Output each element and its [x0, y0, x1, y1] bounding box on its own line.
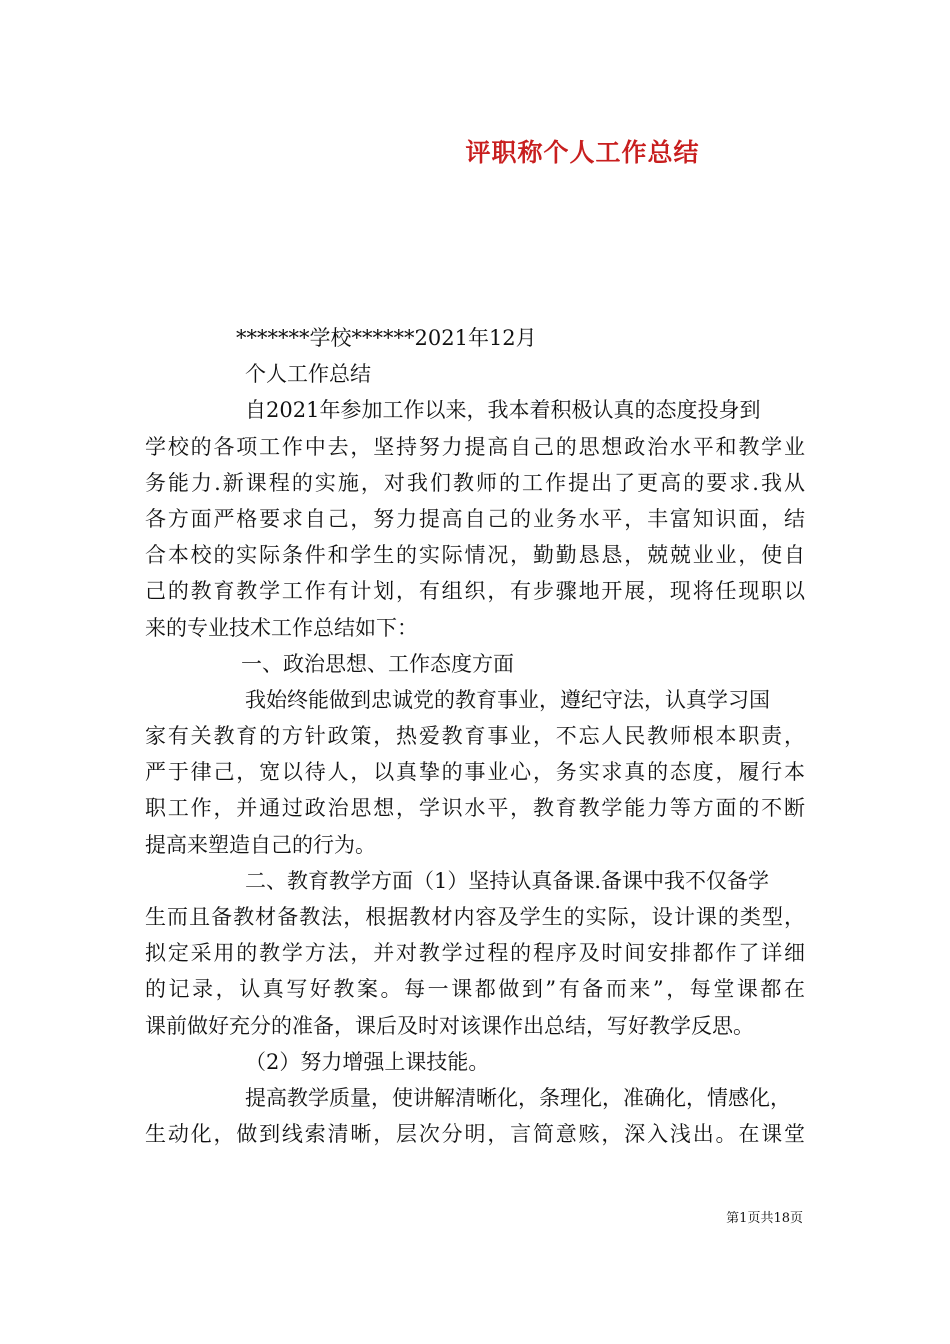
text-line: 己的教育教学工作有计划，有组织，有步骤地开展，现将任现职以 — [145, 579, 805, 604]
text-line: 课前做好充分的准备，课后及时对该课作出总结，写好教学反思。 — [145, 1013, 754, 1038]
text-line: 个人工作总结 — [245, 362, 371, 387]
text-line: 拟定采用的教学方法，并对教学过程的程序及时间安排都作了详细 — [145, 941, 805, 966]
text-line: 我始终能做到忠诚党的教育事业，遵纪守法，认真学习国 — [245, 687, 770, 712]
text-line: 生动化，做到线索清晰，层次分明，言简意赅，深入浅出。在课堂 — [145, 1122, 805, 1147]
text-line: 提高教学质量，使讲解清晰化，条理化，准确化，情感化， — [245, 1085, 791, 1110]
text-line: 二、教育教学方面（1）坚持认真备课.备课中我不仅备学 — [245, 868, 770, 893]
text-line: 学校的各项工作中去，坚持努力提高自己的思想政治水平和教学业 — [145, 434, 805, 459]
text-line: 家有关教育的方针政策，热爱教育事业，不忘人民教师根本职责， — [145, 724, 805, 749]
document-body — [145, 320, 805, 1152]
text-line: 职工作，并通过政治思想，学识水平，教育教学能力等方面的不断 — [145, 796, 805, 821]
text-line: 生而且备教材备教法，根据教材内容及学生的实际，设计课的类型， — [145, 905, 805, 929]
text-line: 合本校的实际条件和学生的实际情况，勤勤恳恳，兢兢业业，使自 — [145, 543, 805, 568]
text-line: 提高来塑造自己的行为。 — [145, 832, 376, 857]
text-line: 的记录，认真写好教案。每一课都做到”有备而来”，每堂课都在 — [145, 977, 805, 1002]
text-line: 自2021年参加工作以来，我本着积极认真的态度投身到 — [245, 398, 761, 423]
page-number-footer: 第1页共18页 — [726, 1211, 803, 1226]
text-line: 务能力.新课程的实施，对我们教师的工作提出了更高的要求.我从 — [145, 470, 805, 495]
text-line: 来的专业技术工作总结如下： — [145, 615, 418, 640]
text-line: 严于律己，宽以待人，以真挚的事业心，务实求真的态度，履行本 — [145, 760, 805, 785]
text-line: *******学校******2021年12月 — [236, 326, 537, 350]
document-title: 评职称个人工作总结 — [465, 138, 700, 167]
text-line: 一、政治思想、工作态度方面 — [241, 651, 514, 676]
text-line: （2）努力增强上课技能。 — [245, 1049, 490, 1074]
text-line: 各方面严格要求自己，努力提高自己的业务水平，丰富知识面，结 — [145, 506, 805, 531]
